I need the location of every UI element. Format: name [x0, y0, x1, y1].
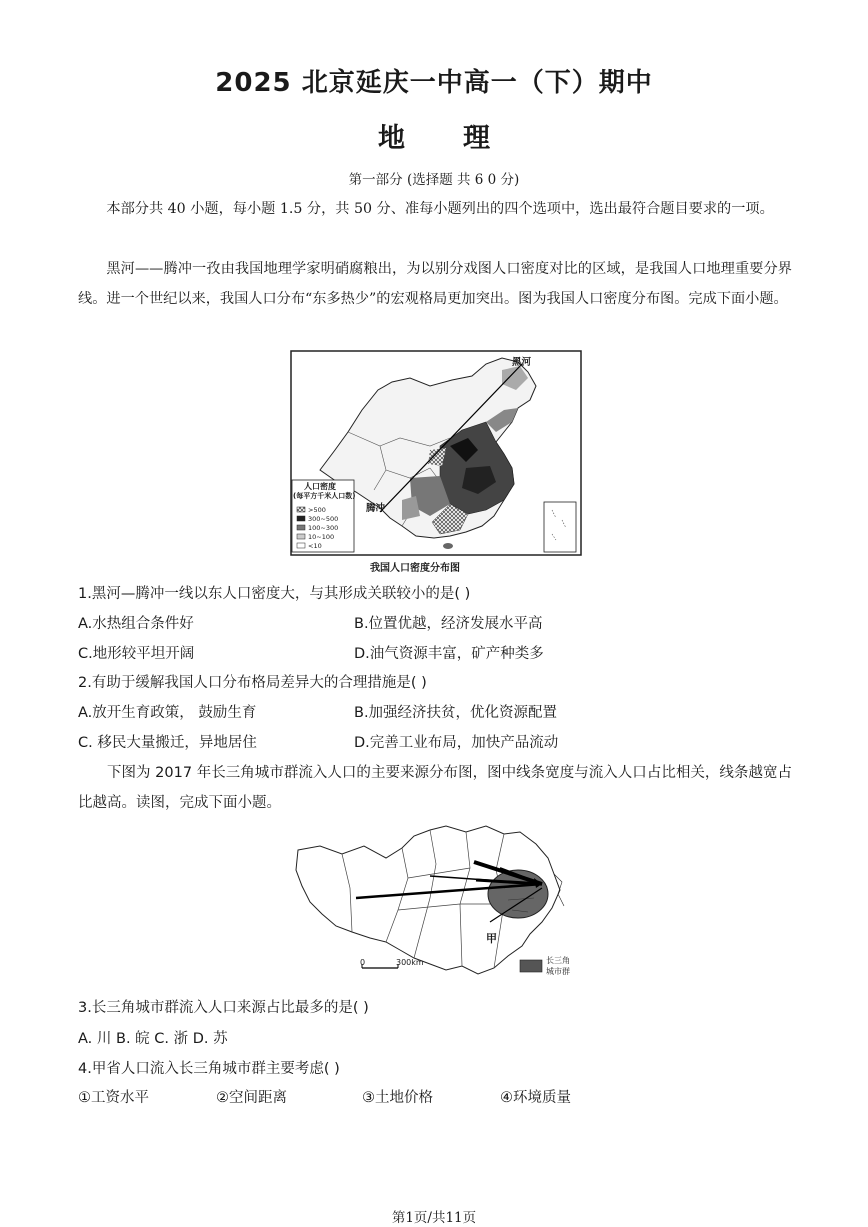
- legend-item: 10~100: [308, 533, 335, 541]
- legend-title: 人口密度: [304, 482, 336, 491]
- option-2c: C. 移民大量搬迁，异地居住: [78, 735, 257, 751]
- scale-value: 300km: [396, 958, 424, 967]
- option-2d: D.完善工业布局，加快产品流动: [354, 735, 559, 751]
- legend-item: >500: [308, 506, 326, 514]
- question-1: 1.黑河—腾冲一线以东人口密度大，与其形成关联较小的是( ): [78, 586, 471, 602]
- migration-source-map-graphic: [290, 818, 590, 986]
- legend-label-line-1: 长三角: [546, 956, 570, 965]
- option-1c: C.地形较平坦开阔: [78, 646, 195, 662]
- subject-heading: [0, 116, 868, 155]
- legend-item: 300~500: [308, 515, 339, 523]
- option-2b: B.加强经济扶贫，优化资源配置: [354, 705, 558, 721]
- option-2a: A.放开生育政策， 鼓励生育: [78, 705, 257, 721]
- choice-3: ③土地价格: [362, 1090, 433, 1106]
- passage-2: 下图为 2017 年长三角城市群流入人口的主要来源分布图，图中线条宽度与流入人口占比相关，线条越宽占比越高。读图，完成下面小题。: [78, 765, 792, 811]
- page-footer: 第1页/共11页: [391, 1210, 477, 1226]
- question-3-options: A. 川 B. 皖 C. 浙 D. 苏: [78, 1031, 228, 1047]
- migration-source-map: [290, 818, 590, 986]
- option-1d: D.油气资源丰富，矿产种类多: [354, 646, 544, 662]
- subject-char-1: 地: [378, 123, 405, 154]
- map-caption: 我国人口密度分布图: [370, 563, 460, 574]
- choice-1: ①工资水平: [78, 1090, 149, 1106]
- question-2: 2.有助于缓解我国人口分布格局差异大的合理措施是( ): [78, 675, 427, 691]
- tengchong-label: 腾冲: [366, 503, 386, 514]
- scale-zero: 0: [360, 958, 366, 967]
- option-1b: B.位置优越，经济发展水平高: [354, 616, 543, 632]
- subject-char-2: 理: [463, 123, 490, 154]
- document-title: 2025 北京延庆一中高一（下）期中: [215, 68, 653, 98]
- passage-1: 黑河——腾冲一孜由我国地理学家明硝腐粮出，为以别分戏图人口密度对比的区域，是我国人口地理重要分界线。进一个世纪以来，我国人口分布“东多热少”的宏观格局更加突出。图为我国人口密度分布图。完成下面小题。: [78, 261, 792, 307]
- choice-4: ④环境质量: [500, 1090, 571, 1106]
- legend-label-line-2: 城市群: [546, 967, 570, 976]
- jia-province-label: 甲: [486, 932, 497, 945]
- legend-subtitle: (每平方千米人口数): [293, 492, 356, 500]
- question-3: 3.长三角城市群流入人口来源占比最多的是( ): [78, 1000, 369, 1016]
- option-1a: A.水热组合条件好: [78, 616, 194, 632]
- part-heading: 第一部分 (选择题 共 6 0 分): [348, 172, 520, 188]
- heihe-label: 黑河: [512, 357, 532, 368]
- legend-item: 100~300: [308, 524, 339, 532]
- choice-2: ②空间距离: [216, 1090, 287, 1106]
- instructions-paragraph: 本部分共 40 小题，每小题 1.5 分，共 50 分、准每小题列出的四个选项中，选出最符合题目要求的一项。: [106, 201, 774, 217]
- question-4: 4.甲省人口流入长三角城市群主要考虑( ): [78, 1061, 340, 1077]
- legend-item: <10: [308, 542, 322, 550]
- population-density-map: [290, 350, 582, 556]
